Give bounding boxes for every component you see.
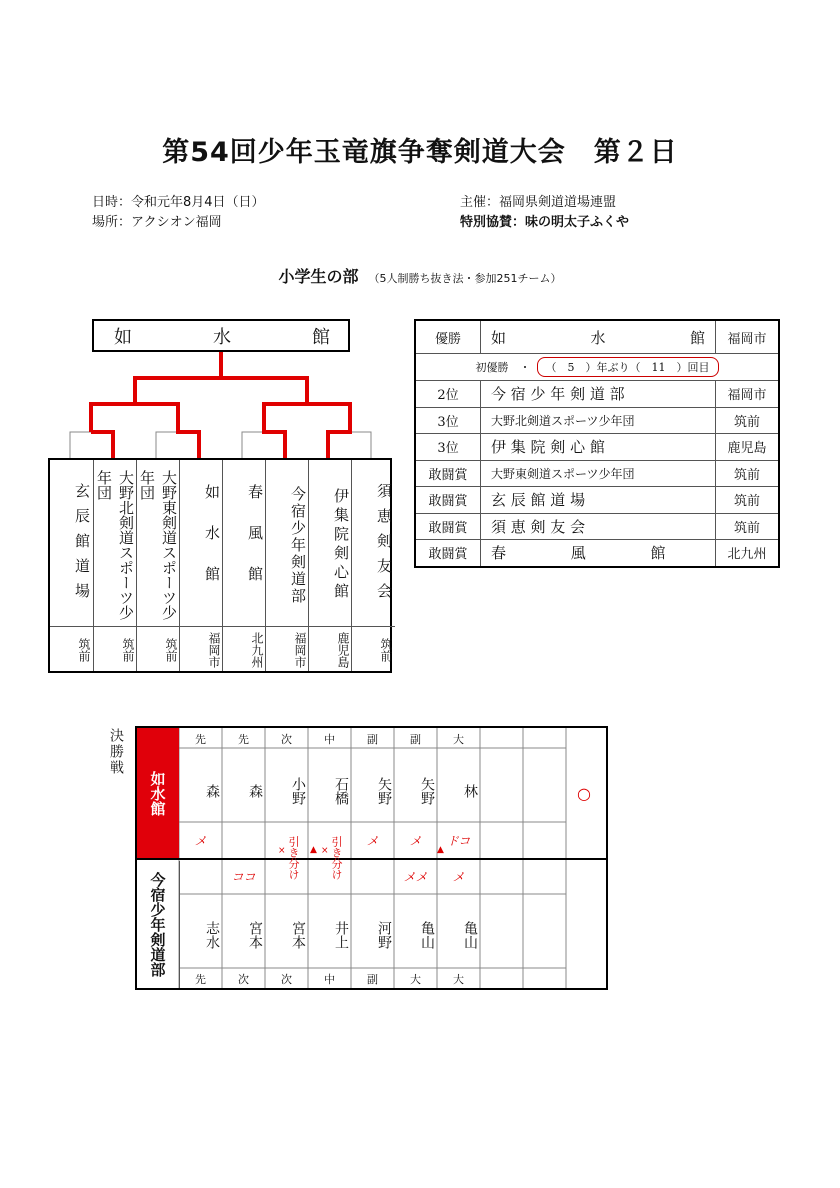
player-position: 次 [281, 733, 292, 746]
bracket-team: 須恵剣友会 筑前 [351, 460, 394, 671]
player-position: 中 [324, 733, 335, 746]
draw-note: 引き分け [330, 836, 343, 880]
winner-mark: ○ [577, 784, 591, 803]
bracket-team: 大野東剣道スポーツ少年団 筑前 [136, 460, 179, 671]
hansoku-mark: × [321, 846, 329, 856]
player-score: メ [452, 870, 465, 884]
player-name: 林 [462, 784, 478, 798]
bracket-team: 玄辰館道場 筑前 [50, 460, 93, 671]
host-line: 主催：福岡県剣道道場連盟 [460, 195, 617, 210]
bracket-gray-lines [70, 432, 371, 458]
player-position: 中 [324, 973, 335, 986]
table-row: 3位 伊 集 院 剣 心 館 鹿児島 [415, 434, 779, 461]
player-name: 矢野 [376, 777, 392, 805]
player-name: 井上 [333, 921, 349, 949]
player-score: ココ [231, 870, 256, 884]
player-position: 先 [238, 733, 249, 746]
player-position: 先 [195, 973, 206, 986]
event-place: アクシオン福岡 [131, 215, 222, 230]
player-name: 志水 [204, 921, 220, 949]
sponsor-line: 特別協賛：味の明太子ふくや [460, 215, 630, 230]
player-score: メメ [403, 870, 428, 884]
player-position: 先 [195, 733, 206, 746]
player-name: 石橋 [333, 777, 349, 805]
player-score: メ [366, 834, 379, 848]
bracket-red-lines [91, 352, 350, 458]
draw-note: 引き分け [287, 836, 300, 880]
player-position: 副 [367, 973, 378, 986]
player-name: 矢野 [419, 777, 435, 805]
player-position: 大 [410, 973, 421, 986]
event-date: 令和元年8月4日（日） [131, 195, 265, 210]
player-name: 亀山 [419, 921, 435, 949]
table-row: 2位 今 宿 少 年 剣 道 部 福岡市 [415, 381, 779, 408]
place-line: 場所：アクシオン福岡 [92, 215, 222, 230]
bracket-team-grid [48, 458, 392, 673]
bracket-team: 今宿少年剣道部 福岡市 [265, 460, 308, 671]
result-note-row: 初優勝 ・ （ 5 ）年ぶり（ 11 ）回目 [415, 354, 779, 381]
final-team-a: 如水館 [137, 728, 179, 858]
flag-mark: ▲ [310, 845, 317, 855]
table-row: 敢闘賞 玄 辰 館 道 場 筑前 [415, 487, 779, 514]
table-row: 3位 大野北剣道スポーツ少年団 筑前 [415, 407, 779, 434]
page-title: 第54回少年玉竜旗争奪剣道大会 第２日 [162, 137, 678, 168]
player-position: 大 [453, 973, 464, 986]
final-team-b: 今宿少年剣道部 [137, 861, 180, 988]
player-name: 河野 [376, 921, 392, 949]
player-score: ドコ [446, 834, 471, 848]
final-scoresheet [135, 726, 608, 990]
event-host: 福岡県剣道道場連盟 [499, 195, 617, 210]
hansoku-mark: × [278, 846, 286, 856]
player-name: 亀山 [462, 921, 478, 949]
player-position: 副 [367, 733, 378, 746]
player-name: 森 [204, 784, 220, 798]
player-name: 宮本 [247, 921, 263, 949]
bracket-team: 伊集院剣心館 鹿児島 [308, 460, 351, 671]
player-position: 次 [281, 973, 292, 986]
table-row: 敢闘賞 須 恵 剣 友 会 筑前 [415, 513, 779, 540]
flag-mark: ▲ [437, 845, 444, 855]
player-name: 小野 [290, 777, 306, 805]
final-label: 決勝戦 [108, 728, 124, 776]
bracket-winner-box: 如 水 館 [92, 319, 350, 352]
section-subtitle: （5人制勝ち抜き法・参加251チーム） [368, 272, 562, 285]
results-table [414, 319, 780, 568]
date-line: 日時：令和元年8月4日（日） [92, 195, 265, 210]
table-row: 敢闘賞 大野東剣道スポーツ少年団 筑前 [415, 460, 779, 487]
bracket-team: 春風館 北九州 [222, 460, 265, 671]
player-name: 宮本 [290, 921, 306, 949]
player-score: メ [194, 834, 207, 848]
bracket-team: 如水館 福岡市 [179, 460, 222, 671]
player-score: メ [409, 834, 422, 848]
table-row: 敢闘賞 春 風 館 北九州 [415, 540, 779, 567]
section-title: 小学生の部 [278, 267, 359, 286]
result-row-winner: 優勝 如 水 館 福岡市 [415, 320, 779, 354]
bracket-team: 大野北剣道スポーツ少年団 筑前 [93, 460, 136, 671]
event-sponsor: 味の明太子ふくや [525, 215, 630, 230]
player-position: 次 [238, 973, 249, 986]
player-position: 副 [410, 733, 421, 746]
player-position: 大 [453, 733, 464, 746]
player-name: 森 [247, 784, 263, 798]
